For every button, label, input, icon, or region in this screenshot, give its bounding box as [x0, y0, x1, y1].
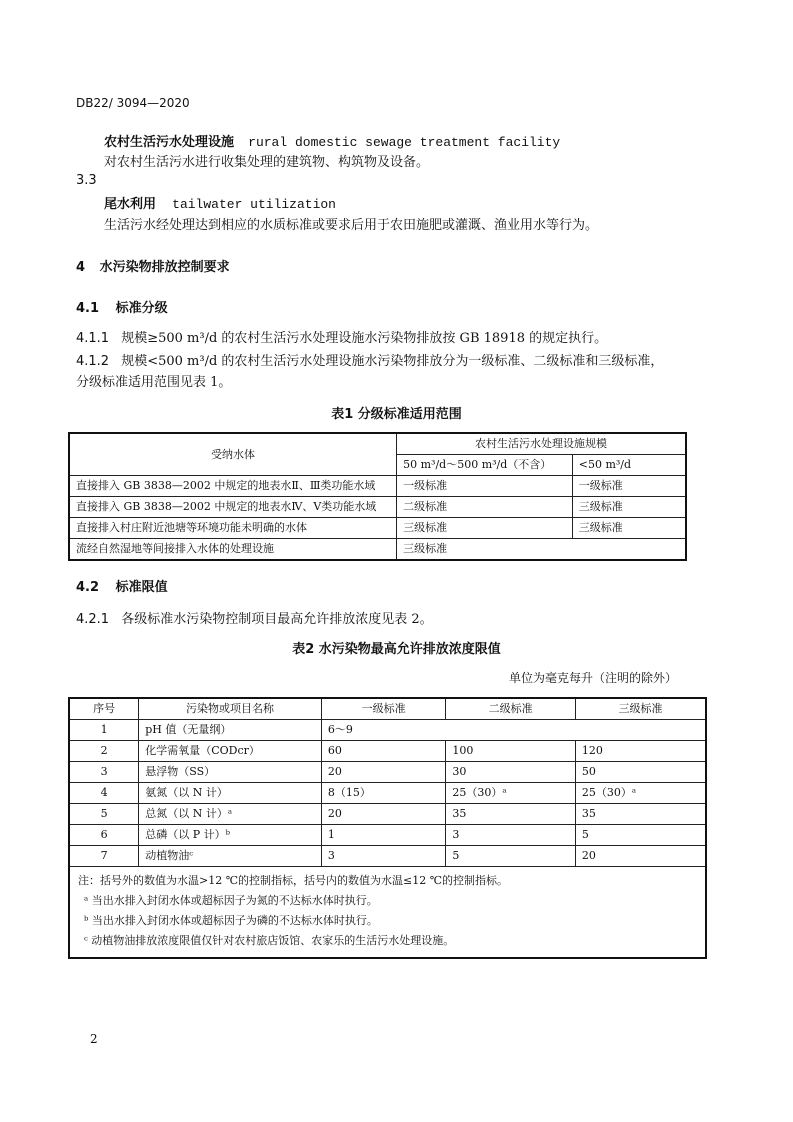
table2-header: 污染物或项目名称 [139, 698, 322, 720]
table-row [69, 741, 706, 762]
table-row [69, 518, 686, 539]
table2-value: 3 [446, 825, 576, 846]
table2-value: 20 [575, 846, 706, 867]
table2-value: 20 [321, 804, 446, 825]
table2-notes-row [69, 867, 706, 959]
table1-cell: 一级标准 [397, 476, 573, 497]
table2-unit: 单位为毫克每升（注明的除外） [508, 671, 677, 685]
table2-index: 7 [69, 846, 139, 867]
table-row [69, 476, 686, 497]
page-number: 2 [90, 1032, 98, 1046]
table2-value: 100 [446, 741, 576, 762]
term-3-2 [104, 131, 560, 150]
term-3-3 [104, 193, 336, 212]
table1-cell: 三级标准 [572, 497, 686, 518]
table2-footnote-b: ᵇ 当出水排入封闭水体或超标因子为磷的不达标水体时执行。 [84, 914, 378, 927]
table2-value: 5 [446, 846, 576, 867]
table2-index: 1 [69, 720, 139, 741]
table2-index: 6 [69, 825, 139, 846]
clause-4-2-1-text: 各级标准水污染物控制项目最高允许排放浓度见表 2。 [121, 612, 433, 627]
definition-3-3: 生活污水经处理达到相应的水质标准或要求后用于农田施肥或灌溉、渔业用水等行为。 [104, 218, 599, 233]
term-3-3-cn: 尾水利用 [104, 197, 157, 212]
term-3-2-cn: 农村生活污水处理设施 [104, 135, 235, 150]
table-row [69, 762, 706, 783]
table1-water: 流经自然湿地等间接排入水体的处理设施 [69, 539, 397, 561]
table2-footnote-c: ᶜ 动植物油排放浓度限值仅针对农村旅店饭馆、农家乐的生活污水处理设施。 [84, 934, 455, 947]
term-3-2-en: rural domestic sewage treatment facility [248, 135, 561, 150]
table2-item: pH 值（无量纲） [139, 720, 322, 741]
table1-water: 直接排入 GB 3838—2002 中规定的地表水Ⅱ、Ⅲ类功能水域 [69, 476, 397, 497]
table-row [69, 846, 706, 867]
section-4-1-number: 4.1 [76, 301, 100, 316]
table2-header-row [69, 698, 706, 720]
table1-cell-merged: 三级标准 [397, 539, 686, 561]
table2-value: 3 [321, 846, 446, 867]
table-row [69, 497, 686, 518]
table1-header-scale: 农村生活污水处理设施规模 [397, 433, 686, 455]
table1 [68, 432, 687, 561]
table2-header: 三级标准 [575, 698, 706, 720]
table2-header: 序号 [69, 698, 139, 720]
table2-value: 120 [575, 741, 706, 762]
table-row [69, 804, 706, 825]
clause-4-2-1 [76, 608, 433, 627]
table2-item: 总氮（以 N 计）ᵃ [139, 804, 322, 825]
table2-value: 25（30）ᵃ [446, 783, 576, 804]
table2-item: 氨氮（以 N 计） [139, 783, 322, 804]
table2-value: 25（30）ᵃ [575, 783, 706, 804]
table-row [69, 783, 706, 804]
section-4-number: 4 [76, 260, 86, 275]
clause-4-1-2-text: 规模<500 m³/d 的农村生活污水处理设施水污染物排放分为一级标准、二级标准和三级标准， [121, 354, 664, 369]
section-4-2-title: 标准限值 [115, 580, 168, 595]
table2-value-merged: 6～9 [321, 720, 706, 741]
clause-4-2-1-number: 4.2.1 [76, 612, 110, 627]
table1-water: 直接排入 GB 3838—2002 中规定的地表水Ⅳ、Ⅴ类功能水域 [69, 497, 397, 518]
table2-item: 悬浮物（SS） [139, 762, 322, 783]
table1-header-receiving: 受纳水体 [69, 433, 397, 476]
table2-notes [69, 867, 706, 959]
table2-note-main: 注：括号外的数值为水温>12 ℃的控制指标，括号内的数值为水温≤12 ℃的控制指标。 [78, 874, 509, 887]
table1-water: 直接排入村庄附近池塘等环境功能未明确的水体 [69, 518, 397, 539]
table2-value: 20 [321, 762, 446, 783]
section-4-1-heading [76, 297, 168, 316]
clause-4-1-2-continued: 分级标准适用范围见表 1。 [76, 375, 232, 390]
table2-value: 1 [321, 825, 446, 846]
section-4-2-heading [76, 576, 168, 595]
table1-caption: 表1 分级标准适用范围 [331, 407, 462, 422]
table2-value: 50 [575, 762, 706, 783]
table2-value: 5 [575, 825, 706, 846]
clause-4-1-1-number: 4.1.1 [76, 331, 110, 346]
section-3-3-number: 3.3 [76, 173, 97, 188]
definition-3-2: 对农村生活污水进行收集处理的建筑物、构筑物及设备。 [104, 155, 430, 170]
table2-index: 2 [69, 741, 139, 762]
table1-cell: 二级标准 [397, 497, 573, 518]
section-4-2-number: 4.2 [76, 580, 100, 595]
table2-item: 动植物油ᶜ [139, 846, 322, 867]
table2-value: 60 [321, 741, 446, 762]
table-row [69, 825, 706, 846]
document-id: DB22/ 3094—2020 [76, 96, 190, 110]
table2-header: 二级标准 [446, 698, 576, 720]
section-4-1-title: 标准分级 [115, 301, 168, 316]
table-row [69, 539, 686, 561]
clause-4-1-2-number: 4.1.2 [76, 354, 110, 369]
table2-index: 5 [69, 804, 139, 825]
table2-value: 30 [446, 762, 576, 783]
table2-item: 化学需氧量（CODcr） [139, 741, 322, 762]
table1-cell: 一级标准 [572, 476, 686, 497]
table1-cell: 三级标准 [572, 518, 686, 539]
table2-index: 4 [69, 783, 139, 804]
table2-value: 35 [446, 804, 576, 825]
table2-footnote-a: ᵃ 当出水排入封闭水体或超标因子为氮的不达标水体时执行。 [84, 894, 378, 907]
section-4-heading [76, 256, 230, 275]
table1-cell: 三级标准 [397, 518, 573, 539]
table2-value: 8（15） [321, 783, 446, 804]
table2 [68, 697, 707, 959]
clause-4-1-1-text: 规模≥500 m³/d 的农村生活污水处理设施水污染物排放按 GB 18918 的规定执行。 [121, 331, 608, 346]
section-4-title: 水污染物排放控制要求 [99, 260, 230, 275]
table2-value: 35 [575, 804, 706, 825]
clause-4-1-2 [76, 350, 663, 369]
term-3-3-en: tailwater utilization [172, 197, 336, 212]
clause-4-1-1 [76, 327, 607, 346]
table-row [69, 720, 706, 741]
table2-header: 一级标准 [321, 698, 446, 720]
table1-header-col1: 50 m³/d～500 m³/d（不含） [397, 455, 573, 476]
table2-item: 总磷（以 P 计）ᵇ [139, 825, 322, 846]
table2-caption: 表2 水污染物最高允许排放浓度限值 [292, 642, 501, 657]
table2-index: 3 [69, 762, 139, 783]
table1-header-col2: <50 m³/d [572, 455, 686, 476]
